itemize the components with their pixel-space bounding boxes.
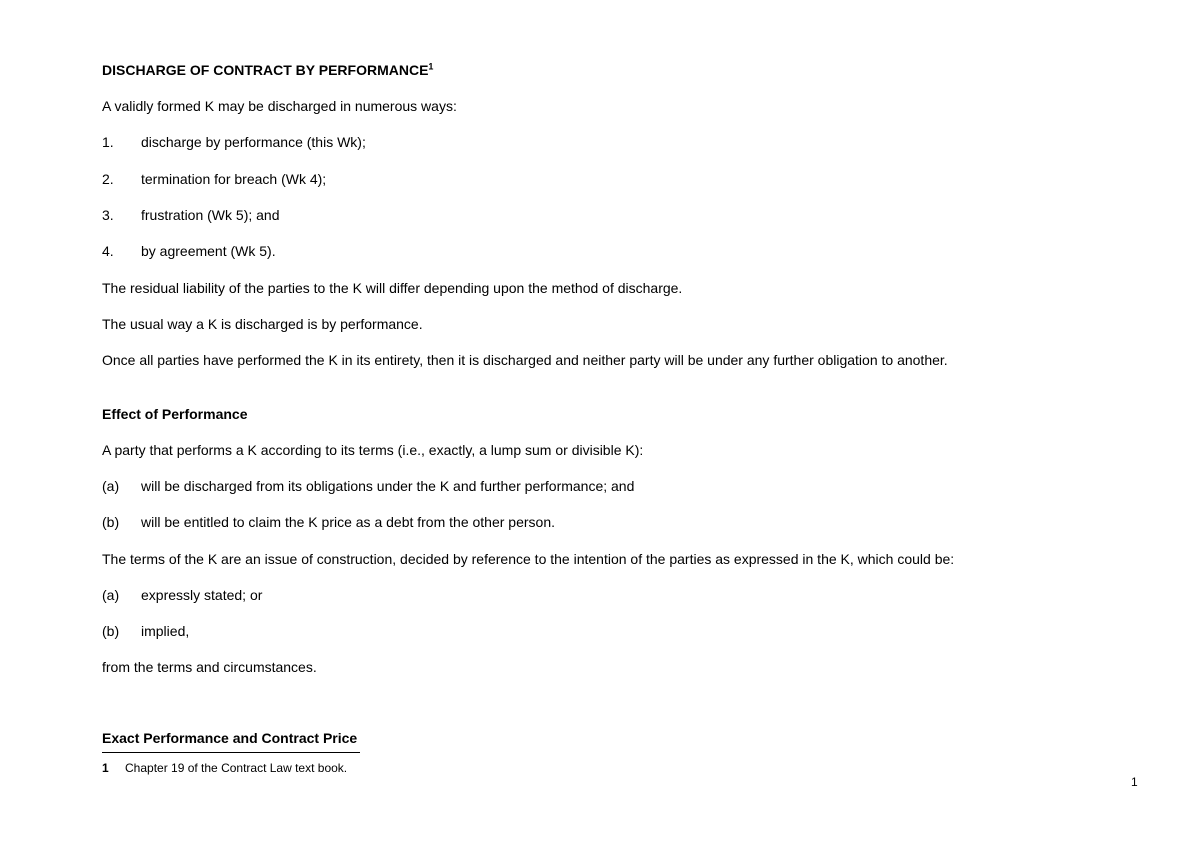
list-text: frustration (Wk 5); and	[141, 207, 280, 223]
list-text: termination for breach (Wk 4);	[141, 171, 327, 187]
list-text: will be entitled to claim the K price as a debt from the other person.	[141, 514, 555, 530]
list-marker: (a)	[102, 587, 120, 603]
document-title	[102, 62, 433, 79]
footnote-number: 1	[102, 761, 109, 775]
list-marker: 1.	[102, 134, 114, 150]
footnote-reference[interactable]: 1	[428, 61, 434, 72]
residual-liability-paragraph: The residual liability of the parties to the K will differ depending upon the method of discharge.	[102, 280, 683, 296]
list-marker: (b)	[102, 623, 120, 639]
document-title-text: DISCHARGE OF CONTRACT BY PERFORMANCE	[102, 62, 429, 78]
intro-paragraph: A validly formed K may be discharged in numerous ways:	[102, 98, 457, 114]
terms-construction-paragraph: The terms of the K are an issue of construction, decided by reference to the intention of the parties as expressed in the K, which could be:	[102, 551, 955, 567]
list-marker: 4.	[102, 243, 114, 259]
list-text: by agreement (Wk 5).	[141, 243, 276, 259]
usual-discharge-paragraph: The usual way a K is discharged is by performance.	[102, 316, 423, 332]
footnote-separator	[102, 752, 360, 753]
terms-closing-paragraph: from the terms and circumstances.	[102, 659, 317, 675]
list-marker: 3.	[102, 207, 114, 223]
footnote-text: Chapter 19 of the Contract Law text book.	[125, 761, 348, 775]
effect-intro-paragraph: A party that performs a K according to its terms (i.e., exactly, a lump sum or divisible K):	[102, 442, 644, 458]
list-text: will be discharged from its obligations under the K and further performance; and	[141, 478, 635, 494]
footnote	[102, 761, 347, 775]
list-text: discharge by performance (this Wk);	[141, 134, 366, 150]
page-number: 1	[1131, 775, 1138, 789]
list-text: expressly stated; or	[141, 587, 263, 603]
list-marker: (a)	[102, 478, 120, 494]
list-text: implied,	[141, 623, 190, 639]
list-marker: 2.	[102, 171, 114, 187]
list-marker: (b)	[102, 514, 120, 530]
once-performed-paragraph: Once all parties have performed the K in its entirety, then it is discharged and neither party will be under any further obligation to another.	[102, 352, 948, 368]
effect-of-performance-heading: Effect of Performance	[102, 406, 248, 422]
exact-performance-heading: Exact Performance and Contract Price	[102, 730, 358, 746]
